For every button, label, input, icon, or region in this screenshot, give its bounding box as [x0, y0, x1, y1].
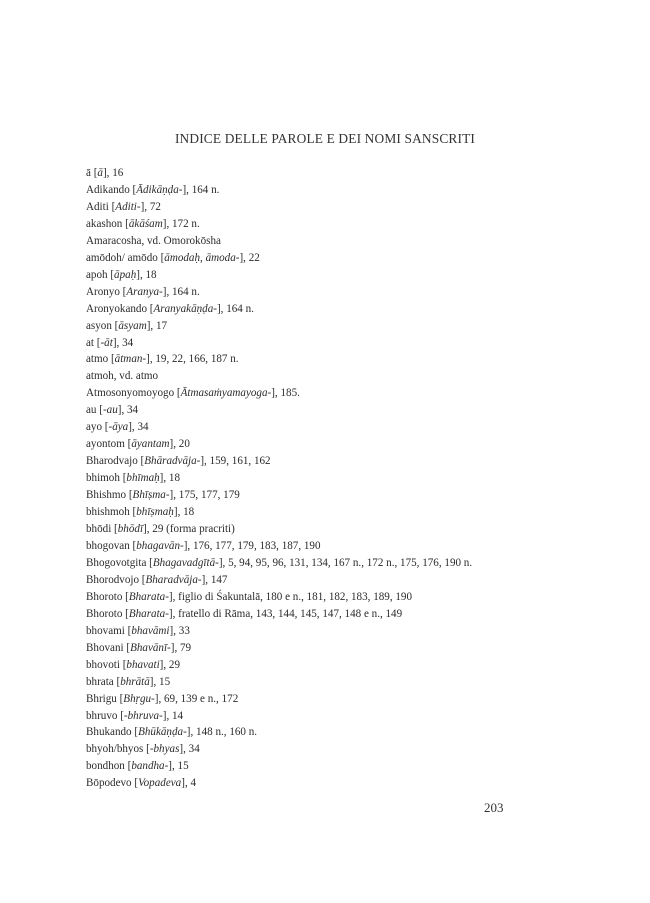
entry-references: , 15: [153, 675, 171, 688]
bracket-open: [: [127, 438, 132, 451]
entry-word: Amaracosha, vd. Omorokōsha: [86, 234, 221, 247]
entry-transliteration: bhīmaḥ: [126, 472, 160, 485]
index-entry: [86, 724, 526, 741]
entry-references: , 72: [144, 200, 161, 213]
bracket-open: [: [111, 200, 116, 213]
entry-references: , 18: [139, 268, 157, 281]
entry-word: ayontom: [86, 438, 128, 451]
bracket-close: ]: [183, 539, 188, 552]
index-entry: [86, 758, 526, 775]
bracket-open: [: [127, 760, 132, 773]
entry-word: bhishmoh: [86, 506, 133, 519]
entry-references: , 164 n.: [166, 285, 200, 298]
entry-references: , 176, 177, 179, 183, 187, 190: [187, 539, 321, 552]
entry-references: , 147: [205, 573, 228, 586]
index-entry: [86, 284, 526, 301]
entry-transliteration: bhōdī: [117, 523, 144, 536]
entry-word: atmoh, vd. atmo: [86, 370, 159, 383]
entry-references: , 164 n.: [186, 183, 220, 196]
bracket-open: [: [119, 692, 124, 705]
entry-references: , 164 n.: [220, 302, 254, 315]
entry-transliteration: Ātmasaṁyamayoga-: [180, 387, 272, 400]
entry-word: atmo: [86, 353, 111, 366]
index-entry-list: [86, 165, 526, 792]
entry-word: Aronyokando: [86, 302, 150, 315]
index-entry: [86, 351, 526, 368]
entry-word: Bhukando: [86, 726, 135, 739]
bracket-open: [: [149, 556, 153, 569]
index-entry: [86, 250, 526, 267]
entry-references: , 4: [184, 777, 197, 790]
entry-word: Bhoroto: [86, 607, 126, 620]
bracket-close: ]: [149, 675, 154, 688]
index-entry: [86, 402, 526, 419]
bracket-open: [: [134, 777, 139, 790]
bracket-open: [: [141, 573, 146, 586]
index-entry: [86, 335, 526, 352]
entry-transliteration: -au: [102, 404, 118, 417]
entry-references: , 33: [173, 624, 190, 637]
entry-word: Aditi: [86, 200, 112, 213]
entry-references: , 22: [243, 251, 260, 264]
entry-word: Bhrigu: [86, 692, 120, 705]
bracket-open: [: [116, 675, 121, 688]
entry-transliteration: Aranyakāṇḍa-: [153, 302, 217, 315]
bracket-close: ]: [162, 709, 167, 722]
entry-word: Adikando: [86, 183, 133, 196]
entry-word: akashon: [86, 217, 126, 230]
bracket-open: [: [114, 523, 118, 536]
bracket-close: ]: [200, 455, 205, 468]
entry-transliteration: āpaḥ: [114, 268, 137, 281]
bracket-close: ]: [239, 251, 244, 264]
index-entry: [86, 436, 526, 453]
bracket-close: ]: [143, 523, 147, 536]
entry-transliteration: Aranya-: [126, 285, 163, 298]
bracket-close: ]: [146, 353, 150, 366]
bracket-close: ]: [154, 692, 159, 705]
entry-transliteration: Bharadvāja-: [145, 573, 202, 586]
entry-word: bhyoh/bhyos: [86, 743, 147, 756]
bracket-open: [: [176, 387, 181, 400]
entry-transliteration: ākāśam: [128, 217, 163, 230]
entry-references: , 14: [166, 709, 184, 722]
index-entry: [86, 623, 526, 640]
entry-references: , 17: [150, 319, 168, 332]
index-entry: [86, 267, 526, 284]
entry-transliteration: āmodaḥ, āmoda-: [164, 251, 240, 264]
bracket-open: [: [125, 217, 129, 230]
entry-references: , 185.: [274, 387, 300, 400]
bracket-close: ]: [112, 336, 117, 349]
entry-word: ā: [86, 167, 94, 179]
bracket-close: ]: [169, 624, 174, 637]
bracket-close: ]: [182, 183, 187, 196]
entry-word: Bhorodvojo: [86, 573, 142, 586]
bracket-close: ]: [186, 726, 191, 739]
bracket-open: [: [127, 624, 132, 637]
entry-transliteration: -bhyas: [149, 743, 180, 756]
page-title: INDICE DELLE PAROLE E DEI NOMI SANSCRITI: [174, 131, 476, 146]
bracket-close: ]: [169, 438, 174, 451]
bracket-open: [: [134, 726, 139, 739]
index-entry: [86, 470, 526, 487]
bracket-close: ]: [168, 760, 172, 773]
entry-references: , 172 n.: [166, 217, 200, 230]
bracket-open: [: [149, 302, 154, 315]
entry-word: bhōdi: [86, 523, 115, 536]
entry-transliteration: ā: [97, 167, 103, 179]
entry-word: bhogovan: [86, 539, 133, 552]
bracket-open: [: [146, 743, 150, 756]
entry-word: bondhon: [86, 760, 128, 773]
index-entry: [86, 504, 526, 521]
entry-word: Bhishmo: [86, 489, 129, 502]
entry-references: , 34: [131, 421, 149, 434]
index-entry: [86, 555, 526, 572]
index-entry: [86, 165, 526, 182]
entry-transliteration: bhrātā: [120, 675, 150, 688]
entry-references: , 15: [172, 760, 189, 773]
entry-references: , 5, 94, 95, 96, 131, 134, 167 n., 172 n., 175, 176, 190 n.: [222, 556, 473, 569]
index-entry: [86, 419, 526, 436]
entry-references: , 16: [106, 167, 124, 179]
index-entry: [86, 606, 526, 623]
bracket-close: ]: [117, 404, 122, 417]
entry-references: , 79: [174, 641, 192, 654]
bracket-close: ]: [159, 658, 164, 671]
entry-transliteration: Aditi-: [115, 200, 141, 213]
bracket-close: ]: [140, 200, 145, 213]
index-entry: [86, 216, 526, 233]
bracket-open: [: [93, 167, 98, 179]
entry-transliteration: -āt: [100, 336, 113, 349]
index-entry: [86, 385, 526, 402]
entry-transliteration: āsyam: [118, 319, 147, 332]
entry-references: , 19, 22, 166, 187 n.: [149, 353, 239, 366]
bracket-close: ]: [146, 319, 151, 332]
entry-references: , 29 (forma pracriti): [146, 523, 235, 536]
entry-word: bhimoh: [86, 472, 123, 485]
entry-transliteration: bhagavān-: [136, 539, 184, 552]
entry-references: , 148 n., 160 n.: [190, 726, 258, 739]
entry-transliteration: -āya: [108, 421, 129, 434]
bracket-close: ]: [181, 777, 185, 790]
entry-word: apoh: [86, 268, 111, 281]
index-entry: [86, 657, 526, 674]
entry-word: bhruvo: [86, 709, 121, 722]
bracket-close: ]: [218, 556, 223, 569]
entry-references: , 34: [183, 743, 200, 756]
bracket-close: ]: [170, 641, 175, 654]
bracket-open: [: [122, 658, 127, 671]
index-entry: [86, 741, 526, 758]
index-entry: [86, 233, 526, 250]
entry-references: , 18: [177, 506, 195, 519]
entry-word: Aronyo: [86, 285, 123, 298]
entry-transliteration: Bhavānī-: [130, 641, 171, 654]
page-number: 203: [484, 800, 504, 815]
entry-references: , 175, 177, 179: [173, 489, 240, 502]
entry-references: , fratello di Rāma, 143, 144, 145, 147, 148 e n., 149: [172, 607, 403, 620]
index-entry: [86, 487, 526, 504]
index-entry: [86, 521, 526, 538]
bracket-close: ]: [168, 607, 173, 620]
bracket-close: ]: [159, 472, 164, 485]
entry-word: Bharodvajo: [86, 455, 141, 468]
index-entry: [86, 572, 526, 589]
entry-transliteration: bhavati: [126, 658, 160, 671]
entry-transliteration: -bhruva-: [123, 709, 163, 722]
bracket-close: ]: [201, 573, 206, 586]
index-entry: [86, 182, 526, 199]
bracket-close: ]: [102, 167, 107, 179]
index-entry: [86, 301, 526, 318]
index-entry: [86, 538, 526, 555]
bracket-open: [: [140, 455, 145, 468]
entry-references: , 29: [163, 658, 181, 671]
bracket-open: [: [132, 183, 137, 196]
entry-transliteration: āyantam: [131, 438, 170, 451]
bracket-open: [: [120, 709, 124, 722]
entry-transliteration: Bharata-: [128, 590, 169, 603]
entry-references: , 69, 139 e n., 172: [158, 692, 239, 705]
entry-word: Bhoroto: [86, 590, 126, 603]
entry-transliteration: Vopadeva: [138, 777, 182, 790]
entry-transliteration: Ādikāṇḍa-: [136, 183, 183, 196]
index-entry: [86, 199, 526, 216]
bracket-open: [: [122, 285, 127, 298]
entry-references: , 20: [173, 438, 190, 451]
entry-transliteration: Bhṛgu-: [123, 692, 155, 705]
index-entry: [86, 368, 526, 385]
bracket-close: ]: [173, 506, 178, 519]
bracket-open: [: [122, 472, 127, 485]
index-entry: [86, 640, 526, 657]
bracket-open: [: [125, 590, 129, 603]
bracket-open: [: [126, 641, 131, 654]
entry-transliteration: bhavāmi: [131, 624, 170, 637]
entry-word: at: [86, 336, 97, 349]
bracket-open: [: [128, 489, 133, 502]
bracket-open: [: [160, 251, 165, 264]
bracket-open: [: [125, 607, 129, 620]
entry-transliteration: bhīṣmaḥ: [136, 506, 174, 519]
bracket-open: [: [104, 421, 109, 434]
entry-word: bhovoti: [86, 658, 123, 671]
bracket-close: ]: [136, 268, 140, 281]
bracket-open: [: [110, 268, 115, 281]
bracket-open: [: [110, 353, 115, 366]
entry-word: bhovami: [86, 624, 128, 637]
bracket-close: ]: [162, 285, 167, 298]
index-entry: [86, 691, 526, 708]
bracket-open: [: [99, 404, 103, 417]
index-entry: [86, 453, 526, 470]
entry-references: , 18: [163, 472, 181, 485]
entry-word: Atmosonyomoyogo: [86, 387, 177, 400]
entry-references: , 159, 161, 162: [204, 455, 271, 468]
entry-word: ayo: [86, 421, 105, 434]
entry-references: , 34: [116, 336, 134, 349]
entry-transliteration: Bhāradvāja-: [144, 455, 201, 468]
bracket-close: ]: [169, 489, 174, 502]
bracket-close: ]: [216, 302, 221, 315]
entry-transliteration: bandha-: [131, 760, 169, 773]
bracket-close: ]: [162, 217, 167, 230]
entry-word: Bhovani: [86, 641, 127, 654]
bracket-close: ]: [168, 590, 173, 603]
bracket-close: ]: [128, 421, 132, 434]
entry-transliteration: Bhīṣma-: [132, 489, 170, 502]
index-entry: [86, 708, 526, 725]
bracket-close: ]: [179, 743, 184, 756]
bracket-open: [: [132, 506, 137, 519]
entry-word: amōdoh/ amōdo: [86, 251, 161, 264]
index-entry: [86, 318, 526, 335]
entry-transliteration: ātman-: [114, 353, 147, 366]
entry-word: au: [86, 404, 100, 417]
bracket-close: ]: [271, 387, 275, 400]
entry-word: bhrata: [86, 675, 117, 688]
bracket-open: [: [132, 539, 137, 552]
entry-transliteration: Bhagavadgītā-: [152, 556, 219, 569]
bracket-open: [: [114, 319, 119, 332]
entry-transliteration: Bhūkāṇḍa-: [138, 726, 187, 739]
bracket-open: [: [96, 336, 101, 349]
entry-transliteration: Bharata-: [128, 607, 169, 620]
index-entry: [86, 775, 526, 792]
entry-references: , figlio di Śakuntalā, 180 e n., 181, 182, 183, 189, 190: [172, 590, 413, 603]
entry-word: Bhogovotgita: [86, 556, 150, 569]
entry-references: , 34: [121, 404, 139, 417]
index-entry: [86, 674, 526, 691]
entry-word: Bōpodevo: [86, 777, 135, 790]
index-entry: [86, 589, 526, 606]
entry-word: asyon: [86, 319, 115, 332]
